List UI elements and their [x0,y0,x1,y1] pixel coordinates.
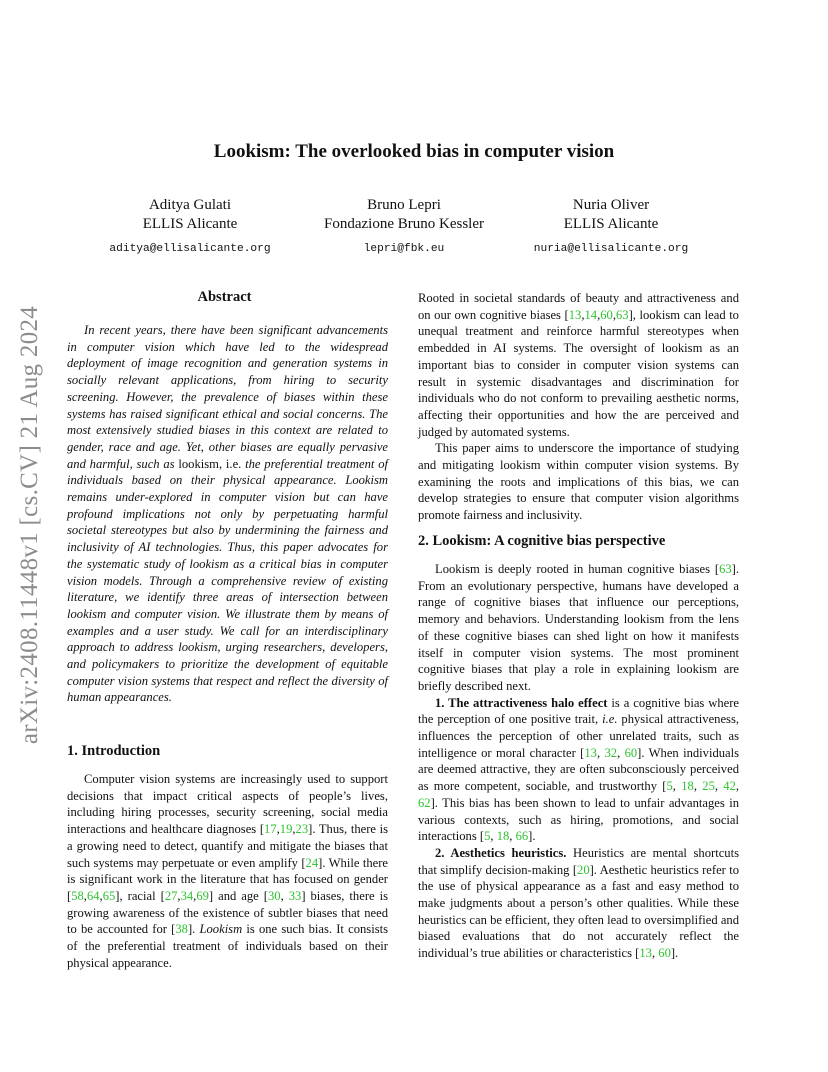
citation-link[interactable]: 20 [577,862,590,877]
citation-link[interactable]: 27 [164,888,178,903]
citation-link[interactable]: 18 [496,829,510,844]
paper-title: Lookism: The overlooked bias in computer vision [213,141,615,162]
citation-link[interactable]: 13 [584,745,597,760]
citation-link[interactable]: 33 [288,888,302,903]
citation-link[interactable]: 65 [102,888,116,903]
cognitive-bias-body: Lookism is deeply rooted in human cognitive biases [63]. From an evolutionary perspective, humans have developed a range of cognitive biases that influence our perceptions, memory and behaviors. Understanding lookism from the lens of these cognitive biases can shed light on how it manifests itself in computer vision systems. The most prominent cognitive biases that play a role in explaining lookism are briefly described next. 1. The attractiveness halo effect is a cognitive bias where the perception of one positive trait, i.e. physical attractiveness, influences the perception of other unrelated traits, such as intelligence or moral character [13, 32, 60]. When individuals are deemed attractive, they are often subconsciously perceived as more competent, sociable, and trustworthy [5, 18, 25, 42, 62]. This bias has been shown to lead to unfair advantages in various contexts, such as hiring, promotions, and social interactions [5, 18, 66]. 2. Aesthetics heuristics. Heuristics are mental shortcuts that simplify decision-making [20]. Aesthetic heuristics refer to the use of physical appearance as a fast and easy method to make judgments about a person’s other qualities. While these heuristics can be efficient, they often lead to oversimplified and biased evaluations that do not accurately reflect the individual’s true abilities or characteristics [13, 60]. [418,562,740,961]
arxiv-identifier: arXiv:2408.11448v1 [cs.CV] 21 Aug 2024 [16,305,43,745]
abstract-heading: Abstract [197,289,252,305]
citation-link[interactable]: 62 [418,795,431,810]
citation-link[interactable]: 30 [267,888,281,903]
citation-link[interactable]: 5 [484,829,491,844]
citation-link[interactable]: 14 [584,307,598,322]
citation-link[interactable]: 13 [639,946,652,961]
citation-link[interactable]: 60 [624,745,638,760]
citation-link[interactable]: 63 [719,562,732,576]
citation-link[interactable]: 42 [723,779,736,794]
citation-link[interactable]: 13 [568,307,582,322]
paragraph: This paper aims to underscore the importance of studying and mitigating lookism within computer vision systems. By examining the roots and implications of this bias, we can develop strategies to ensure that computer vision algorithms promote fairness and inclusivity. [418,441,739,523]
author-affiliation: Fondazione Bruno Kessler [324,216,484,232]
author-1 [90,196,290,259]
author-email[interactable]: nuria@ellisalicante.org [533,243,689,255]
aesthetics-heuristics-label: 2. Aesthetics heuristics. [435,845,567,860]
author-email[interactable]: aditya@ellisalicante.org [109,243,271,255]
citation-link[interactable]: 60 [658,946,671,961]
author-email[interactable]: lepri@fbk.eu [363,243,445,255]
citation-link[interactable]: 34 [180,888,194,903]
citation-link[interactable]: 66 [515,829,529,844]
citation-link[interactable]: 17 [264,822,277,837]
citation-link[interactable]: 69 [196,888,209,903]
author-name: Nuria Oliver [572,197,650,213]
section-heading-cognitive-bias: 2. Lookism: A cognitive bias perspective [418,533,666,549]
author-name: Bruno Lepri [367,197,441,213]
citation-link[interactable]: 64 [86,888,100,903]
introduction-body: Computer vision systems are increasingly used to support decisions that impact critical aspects of people’s lives, including hiring processes, security screening, social media interactions and healthcare diagnoses [17,19,23]. Thus, there is a growing need to detect, quantify and mitigate the biases that such systems may perpetuate or even amplify [24]. While there is significant work in the literature that has focused on gender [58,64,65], racial [27,34,69] and age [30, 33] biases, there is growing awareness of the existence of subtler biases that need to be accounted for [38]. Lookism is one such bias. It consists of the preferential treatment of individuals based on their physical appearance. [67,772,389,970]
citation-link[interactable]: 60 [600,307,613,322]
citation-link[interactable]: 38 [175,922,188,937]
author-2 [304,196,504,259]
citation-link[interactable]: 18 [681,779,694,794]
halo-effect-label: 1. The attractiveness halo effect [435,695,608,710]
author-3 [511,196,711,259]
author-name: Aditya Gulati [148,197,232,213]
section-heading-introduction: 1. Introduction [67,743,161,759]
citation-link[interactable]: 5 [666,779,673,794]
citation-link[interactable]: 63 [615,307,629,322]
citation-link[interactable]: 58 [71,888,84,903]
right-column-intro-continued: Rooted in societal standards of beauty and attractiveness and on our own cognitive biases [13,14,60,63], lookism can lead to unequal treatment and reinforce harmful stereotypes when embedded in AI systems. The oversight of lookism as an important bias to consider in computer vision systems can result in systemic disadvantages and discrimination for individuals who do not conform to prevailing aesthetic norms, affecting their opportunities and how the are perceived and judged by automated systems. This paper aims to underscore the importance of studying and mitigating lookism within computer vision systems. By examining the roots and implications of this bias, we can develop strategies to ensure that computer vision algorithms promote fairness and inclusivity. [418,291,739,523]
citation-link[interactable]: 25 [702,779,715,794]
citation-link[interactable]: 19 [279,822,293,837]
abstract-body: In recent years, there have been significant advancements in computer vision which have led to the widespread deployment of image recognition and generation systems in socially relevant applications, from hiring to security screening. However, the prevalence of biases within these systems has raised significant ethical and social concerns. The most extensively studied biases in this context are related to gender, race and age. Yet, other biases are equally pervasive and harmful, such as lookism, i.e. the preferential treatment of individuals based on their physical appearance. Lookism remains under-explored in computer vision but can have profound implications not only by perpetuating harmful societal stereotypes but also by undermining the fairness and inclusivity of AI technologies. Thus, this paper advocates for the systematic study of lookism as a critical bias in computer vision models. Through a comprehensive review of existing literature, we identify three areas of intersection between lookism and computer vision. We illustrate them by means of examples and a user study. We call for an interdisciplinary approach to address lookism, urging researchers, developers, and policymakers to prioritize the development of equitable computer vision systems that respect and reflect the diversity of human appearances. [67,323,388,705]
citation-link[interactable]: 24 [305,855,319,870]
citation-link[interactable]: 32 [604,745,618,760]
author-affiliation: ELLIS Alicante [563,216,659,232]
citation-link[interactable]: 23 [295,822,309,837]
author-affiliation: ELLIS Alicante [142,216,238,232]
